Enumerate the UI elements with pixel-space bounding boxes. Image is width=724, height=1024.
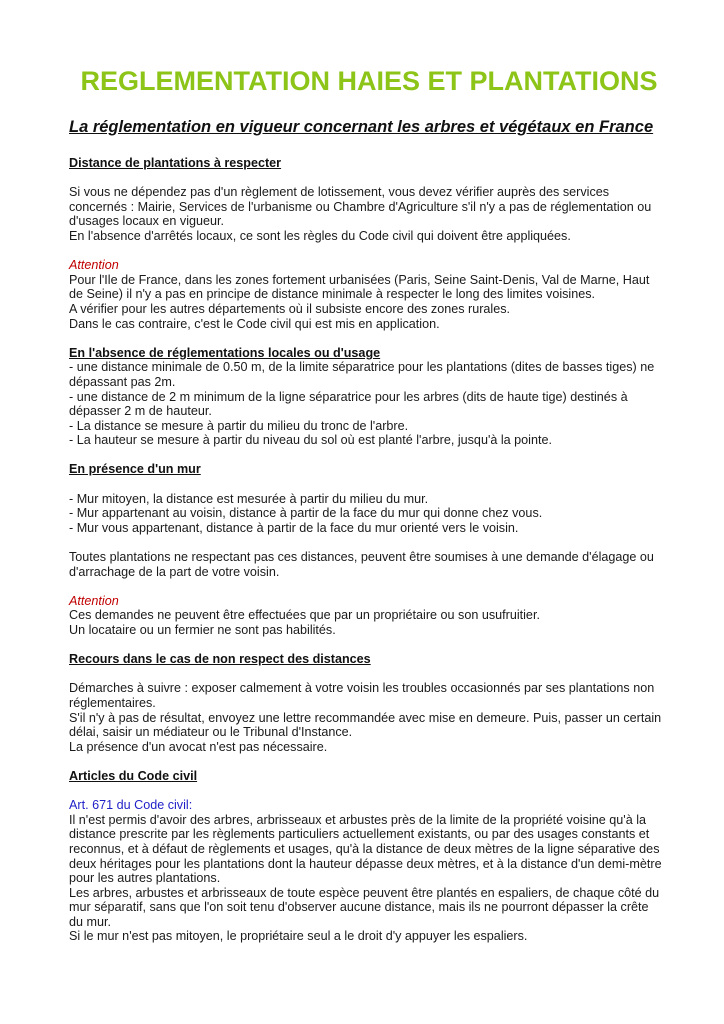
attention-label: Attention <box>69 593 119 608</box>
text-line: - Mur vous appartenant, distance à partir de la face du mur orienté vers le voisin. <box>69 520 519 535</box>
paragraph-recours <box>69 681 669 754</box>
text-line: dépassant pas 2m. <box>69 374 176 389</box>
text-line: Si vous ne dépendez pas d'un règlement de lotissement, vous devez vérifier auprès des services <box>69 185 610 200</box>
page-title: REGLEMENTATION HAIES ET PLANTATIONS <box>80 66 658 96</box>
text-line: de Seine) il n'y a pas en principe de distance minimale à respecter le long des limites voisines. <box>69 287 596 302</box>
text-line: réglementaires. <box>69 695 156 710</box>
text-line: Si le mur n'est pas mitoyen, le propriétaire seul a le droit d'y appuyer les espaliers. <box>69 929 528 944</box>
text-line: d'arrachage de la part de votre voisin. <box>69 564 280 579</box>
text-line: - La hauteur se mesure à partir du niveau du sol où est planté l'arbre, jusqu'à la pointe. <box>69 433 552 448</box>
text-line: du mur. <box>69 914 111 929</box>
text-line: - Mur appartenant au voisin, distance à partir de la face du mur qui donne chez vous. <box>69 506 543 521</box>
paragraph-distance-intro <box>69 185 669 243</box>
document-body <box>69 156 669 944</box>
text-line: Pour l'Ile de France, dans les zones fortement urbanisées (Paris, Seine Saint-Denis, Val de Marne, Haut <box>69 272 650 287</box>
text-line: Dans le cas contraire, c'est le Code civil qui est mis en application. <box>69 316 440 331</box>
heading-articles: Articles du Code civil <box>69 768 198 783</box>
text-line: Il n'est permis d'avoir des arbres, arbrisseaux et arbustes près de la limite de la propriété voisine qu'à la <box>69 812 647 827</box>
text-line: Ces demandes ne peuvent être effectuées que par un propriétaire ou son usufruitier. <box>69 608 540 623</box>
text-line: S'il n'y à pas de résultat, envoyez une lettre recommandée avec mise en demeure. Puis, passer un certain <box>69 710 662 725</box>
text-line: - Mur mitoyen, la distance est mesurée à partir du milieu du mur. <box>69 491 429 506</box>
list-absence <box>69 360 669 448</box>
list-mur <box>69 492 669 536</box>
heading-recours: Recours dans le cas de non respect des distances <box>69 652 371 667</box>
text-line: délai, saisir un médiateur ou le Tribunal d'Instance. <box>69 725 353 740</box>
text-line: deux héritages pour les plantations dont la hauteur dépasse deux mètres, et à la distance d'un demi-mètre <box>69 856 662 871</box>
heading-absence: En l'absence de réglementations locales ou d'usage <box>69 345 381 360</box>
text-line: Démarches à suivre : exposer calmement à votre voisin les troubles occasionnés par ses plantations non <box>69 681 655 696</box>
text-line: - une distance minimale de 0.50 m, de la limite séparatrice pour les plantations (dites de basses tiges) ne <box>69 360 655 375</box>
attention-label: Attention <box>69 258 119 273</box>
text-line: - une distance de 2 m minimum de la ligne séparatrice pour les arbres (dits de haute tige) destinés à <box>69 389 628 404</box>
paragraph-mur-attention <box>69 608 669 637</box>
text-line: reconnus, et à défaut de règlements et usages, qu'à la distance de deux mètres de la ligne séparative des <box>69 841 660 856</box>
text-line: La présence d'un avocat n'est pas nécessaire. <box>69 739 328 754</box>
text-line: d'usages locaux en vigueur. <box>69 214 225 229</box>
article-671-label: Art. 671 du Code civil: <box>69 798 193 813</box>
text-line: - La distance se mesure à partir du milieu du tronc de l'arbre. <box>69 418 409 433</box>
heading-distance: Distance de plantations à respecter <box>69 156 282 170</box>
paragraph-mur-note <box>69 550 669 579</box>
text-line: En l'absence d'arrêtés locaux, ce sont les règles du Code civil qui doivent être appliquées. <box>69 228 571 243</box>
text-line: pour les autres plantations. <box>69 871 221 886</box>
text-line: Un locataire ou un fermier ne sont pas habilités. <box>69 623 336 637</box>
article-671-text <box>69 813 669 944</box>
page-subtitle: La réglementation en vigueur concernant les arbres et végétaux en France <box>69 118 654 136</box>
text-line: distance prescrite par les règlements particuliers actuellement existants, ou par des usages constants et <box>69 827 650 842</box>
text-line: dépasser 2 m de hauteur. <box>69 404 212 419</box>
text-line: A vérifier pour les autres départements où il subsiste encore des zones rurales. <box>69 301 511 316</box>
text-line: concernés : Mairie, Services de l'urbanisme ou Chambre d'Agriculture s'il n'y a pas de réglementation ou <box>69 199 652 214</box>
text-line: mur séparatif, sans que l'on soit tenu d'observer aucune distance, mais ils ne pourront dépasser la crête <box>69 900 649 915</box>
paragraph-distance-attention <box>69 273 669 331</box>
heading-mur: En présence d'un mur <box>69 462 201 477</box>
text-line: Les arbres, arbustes et arbrisseaux de toute espèce peuvent être plantés en espaliers, de chaque côté du <box>69 885 660 900</box>
text-line: Toutes plantations ne respectant pas ces distances, peuvent être soumises à une demande d'élagage ou <box>69 550 654 565</box>
